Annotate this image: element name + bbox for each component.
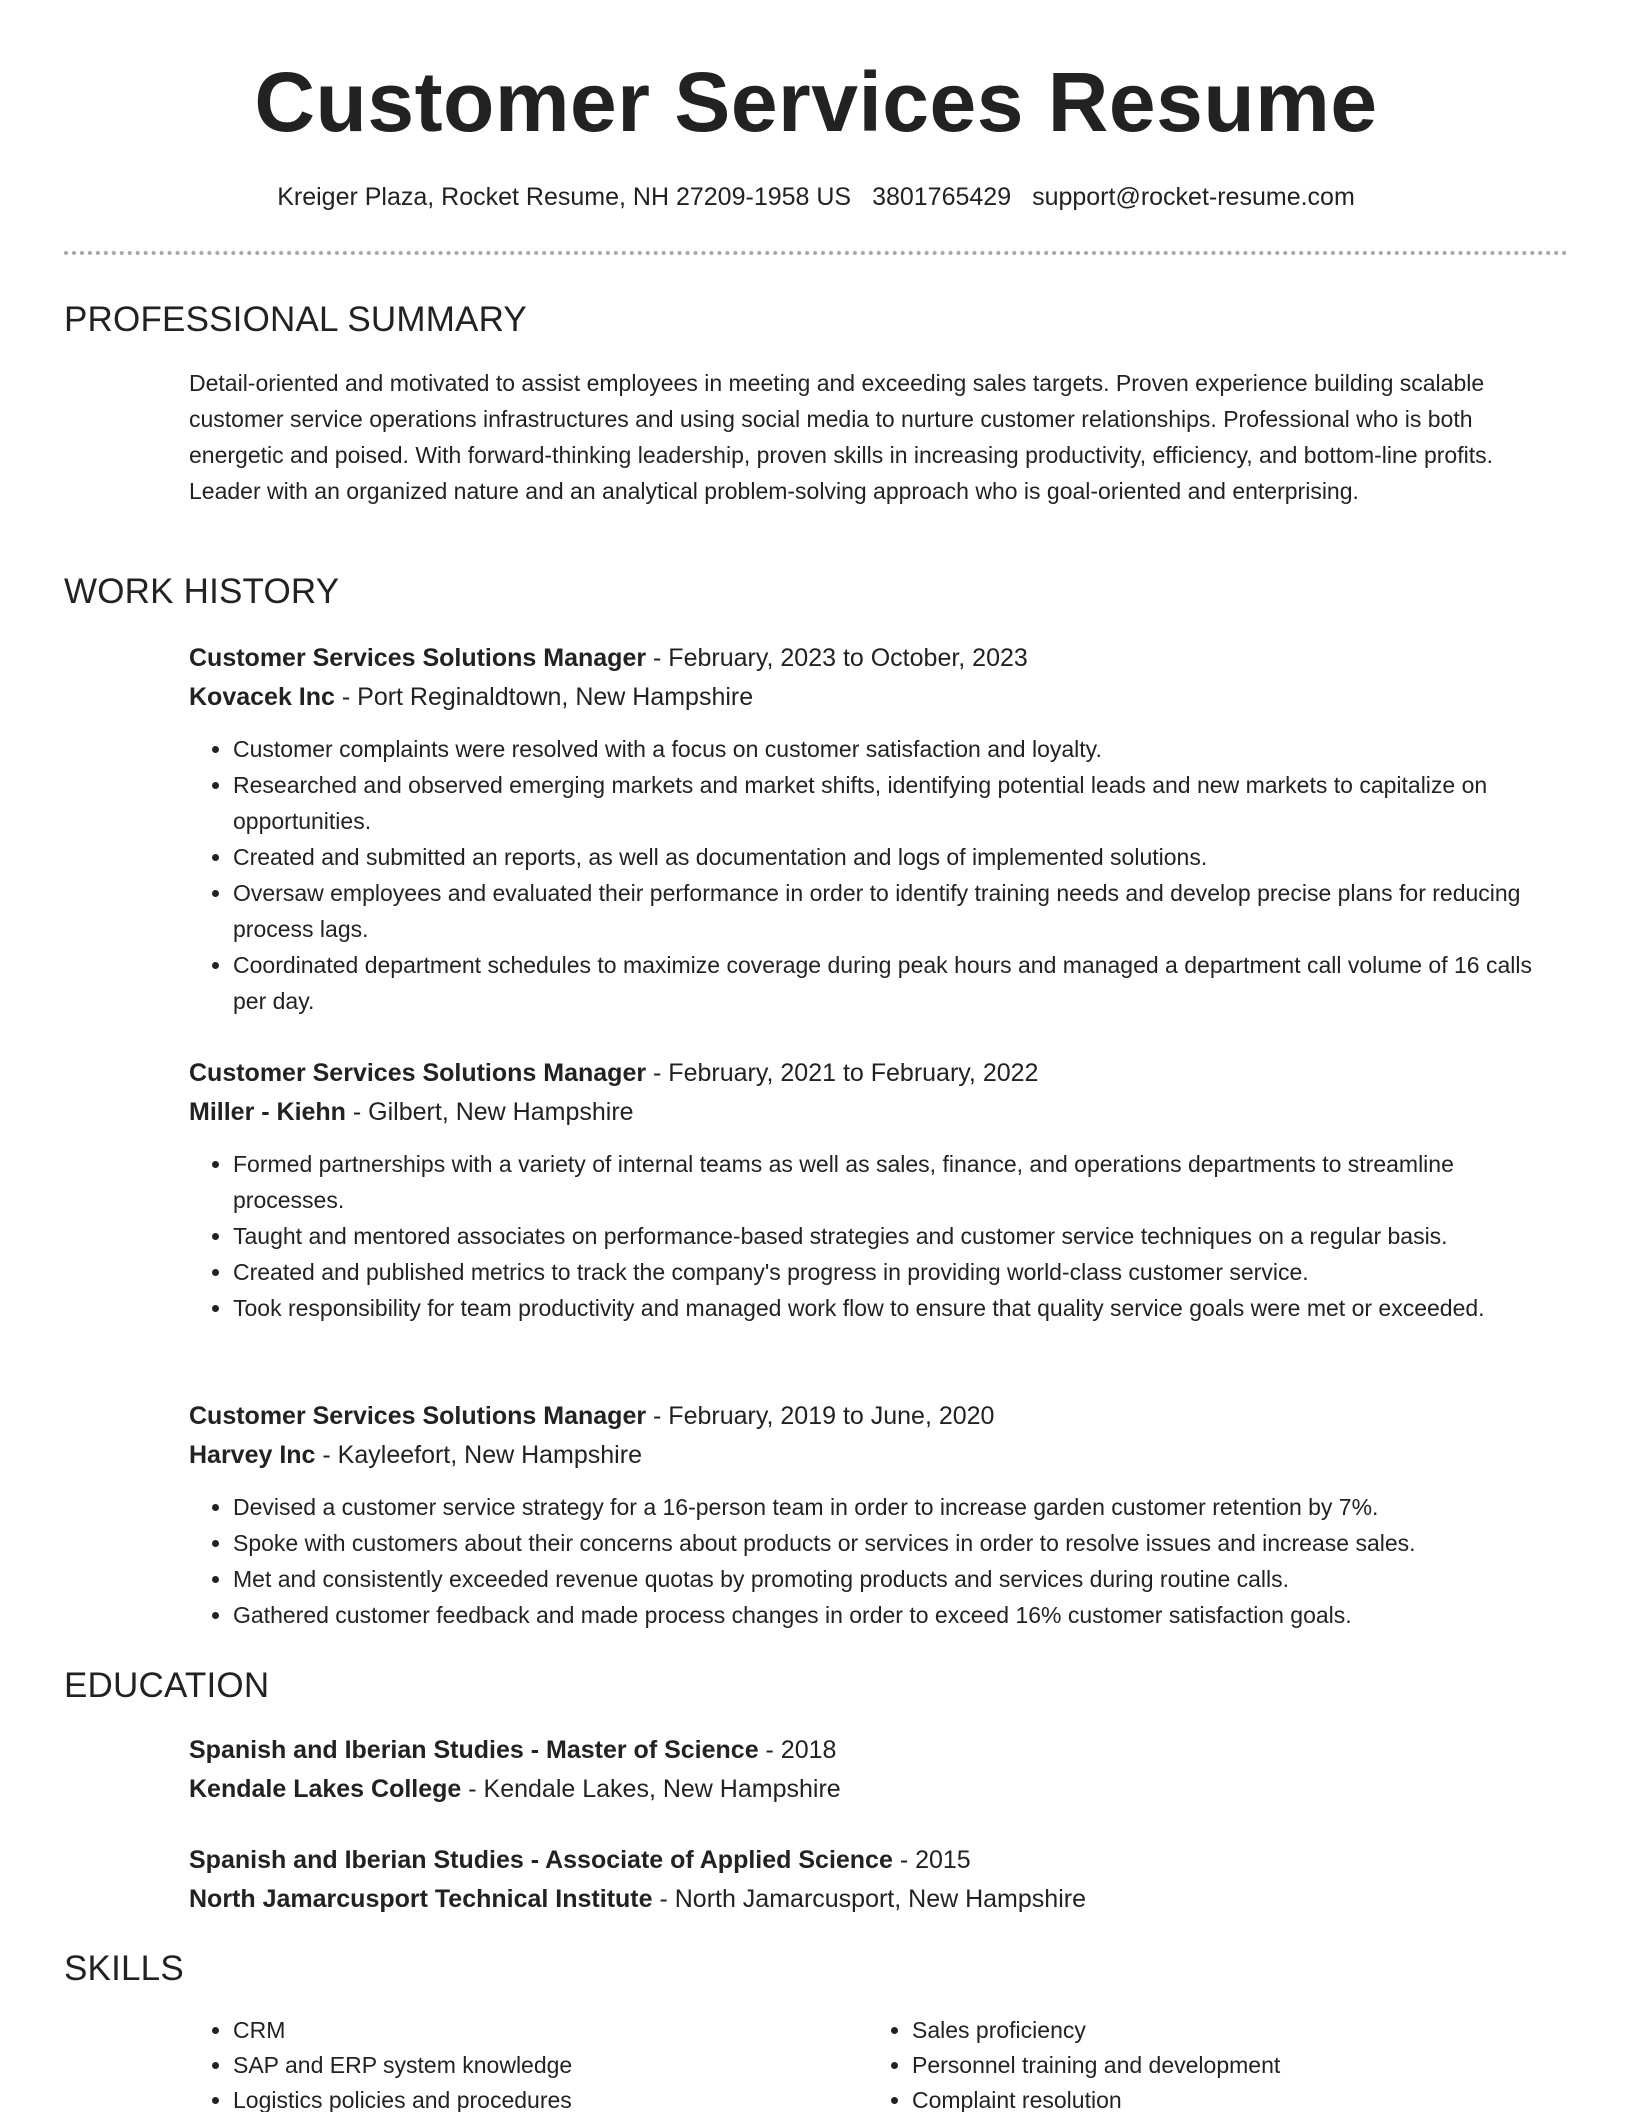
edu-location: - North Jamarcusport, New Hampshire bbox=[652, 1885, 1086, 1913]
list-item: • Sales proficiency bbox=[912, 2013, 1280, 2048]
list-item: • Devised a customer service strategy for a 16-person team in order to increase garden customer retention by 7%. bbox=[233, 1489, 1569, 1525]
summary-heading: PROFESSIONAL SUMMARY bbox=[64, 300, 527, 339]
list-item: • Created and submitted an reports, as well as documentation and logs of implemented solutions. bbox=[233, 839, 1569, 875]
contact-line bbox=[0, 180, 1632, 214]
job-bullets bbox=[189, 731, 1569, 1019]
education-entry-1 bbox=[189, 1731, 1569, 1809]
summary-text: Detail-oriented and motivated to assist employees in meeting and exceeding sales targets. Proven experience building scalable customer service operations infrastructures and using social media to nurture customer relationships. Professional who is both energetic and poised. With forward-thinking leadership, proven skills in increasing productivity, efficiency, and bottom-line profits. Leader with an organized nature and an analytical problem-solving approach who is goal-oriented and enterprising. bbox=[189, 370, 1493, 504]
list-item: • Logistics policies and procedures bbox=[233, 2083, 572, 2112]
contact-email: support@rocket-resume.com bbox=[1032, 183, 1355, 211]
job-company: Harvey Inc bbox=[189, 1441, 316, 1469]
skills-right-column bbox=[868, 2013, 1280, 2112]
list-item: • Took responsibility for team productivity and managed work flow to ensure that quality service goals were met or exceeded. bbox=[233, 1290, 1569, 1326]
job-title-line bbox=[189, 1054, 1569, 1093]
list-item: • Personnel training and development bbox=[912, 2048, 1280, 2083]
list-item: • SAP and ERP system knowledge bbox=[233, 2048, 572, 2083]
list-item: • Created and published metrics to track the company's progress in providing world-class customer service. bbox=[233, 1254, 1569, 1290]
job-bullets bbox=[189, 1489, 1569, 1633]
list-item: • Gathered customer feedback and made process changes in order to exceed 16% customer satisfaction goals. bbox=[233, 1597, 1569, 1633]
header-divider bbox=[64, 251, 1568, 255]
job-location: - Kayleefort, New Hampshire bbox=[315, 1441, 642, 1469]
job-entry-1 bbox=[189, 639, 1569, 1019]
education-heading: EDUCATION bbox=[64, 1666, 270, 1705]
edu-year: - 2018 bbox=[758, 1736, 837, 1764]
job-role: Customer Services Solutions Manager bbox=[189, 1402, 647, 1430]
job-location: - Port Reginaldtown, New Hampshire bbox=[334, 683, 754, 711]
edu-degree-line bbox=[189, 1731, 1569, 1770]
edu-school: Kendale Lakes College bbox=[189, 1775, 462, 1803]
edu-degree-line bbox=[189, 1841, 1569, 1880]
summary-block bbox=[189, 365, 1569, 509]
job-company-line bbox=[189, 1436, 1569, 1475]
job-dates: - February, 2019 to June, 2020 bbox=[646, 1402, 995, 1430]
job-dates: - February, 2023 to October, 2023 bbox=[646, 644, 1028, 672]
job-entry-2 bbox=[189, 1054, 1569, 1326]
job-role: Customer Services Solutions Manager bbox=[189, 644, 647, 672]
edu-school: North Jamarcusport Technical Institute bbox=[189, 1885, 653, 1913]
skills-block bbox=[189, 2013, 1569, 2112]
list-item: • Complaint resolution bbox=[912, 2083, 1280, 2112]
job-bullets bbox=[189, 1146, 1569, 1326]
job-title-line bbox=[189, 639, 1569, 678]
edu-school-line bbox=[189, 1880, 1569, 1919]
list-item: • Researched and observed emerging markets and market shifts, identifying potential leads and new markets to capitalize on opportunities. bbox=[233, 767, 1569, 839]
job-role: Customer Services Solutions Manager bbox=[189, 1059, 647, 1087]
list-item: • Formed partnerships with a variety of internal teams as well as sales, finance, and operations departments to streamline processes. bbox=[233, 1146, 1569, 1218]
work-history-heading: WORK HISTORY bbox=[64, 572, 340, 611]
job-company-line bbox=[189, 678, 1569, 717]
contact-address: Kreiger Plaza, Rocket Resume, NH 27209-1958 US bbox=[277, 183, 852, 211]
resume-title: Customer Services Resume bbox=[254, 55, 1378, 149]
job-company: Miller - Kiehn bbox=[189, 1098, 346, 1126]
skills-heading: SKILLS bbox=[64, 1949, 184, 1988]
skills-left-list bbox=[189, 2013, 572, 2112]
skills-right-list bbox=[868, 2013, 1280, 2112]
list-item: • Met and consistently exceeded revenue quotas by promoting products and services during routine calls. bbox=[233, 1561, 1569, 1597]
edu-degree: Spanish and Iberian Studies - Associate of Applied Science bbox=[189, 1846, 893, 1874]
list-item: • CRM bbox=[233, 2013, 572, 2048]
job-location: - Gilbert, New Hampshire bbox=[345, 1098, 634, 1126]
list-item: • Customer complaints were resolved with a focus on customer satisfaction and loyalty. bbox=[233, 731, 1569, 767]
edu-degree: Spanish and Iberian Studies - Master of Science bbox=[189, 1736, 759, 1764]
list-item: • Spoke with customers about their concerns about products or services in order to resolve issues and increase sales. bbox=[233, 1525, 1569, 1561]
education-entry-2 bbox=[189, 1841, 1569, 1919]
job-title-line bbox=[189, 1397, 1569, 1436]
job-dates: - February, 2021 to February, 2022 bbox=[646, 1059, 1039, 1087]
edu-school-line bbox=[189, 1770, 1569, 1809]
edu-year: - 2015 bbox=[892, 1846, 971, 1874]
job-company: Kovacek Inc bbox=[189, 683, 335, 711]
edu-location: - Kendale Lakes, New Hampshire bbox=[461, 1775, 841, 1803]
list-item: • Taught and mentored associates on performance-based strategies and customer service techniques on a regular basis. bbox=[233, 1218, 1569, 1254]
skills-left-column bbox=[189, 2013, 572, 2112]
list-item: • Oversaw employees and evaluated their performance in order to identify training needs and develop precise plans for reducing process lags. bbox=[233, 875, 1569, 947]
list-item: • Coordinated department schedules to maximize coverage during peak hours and managed a department call volume of 16 calls per day. bbox=[233, 947, 1569, 1019]
job-company-line bbox=[189, 1093, 1569, 1132]
contact-phone: 3801765429 bbox=[872, 183, 1012, 211]
job-entry-3 bbox=[189, 1397, 1569, 1633]
